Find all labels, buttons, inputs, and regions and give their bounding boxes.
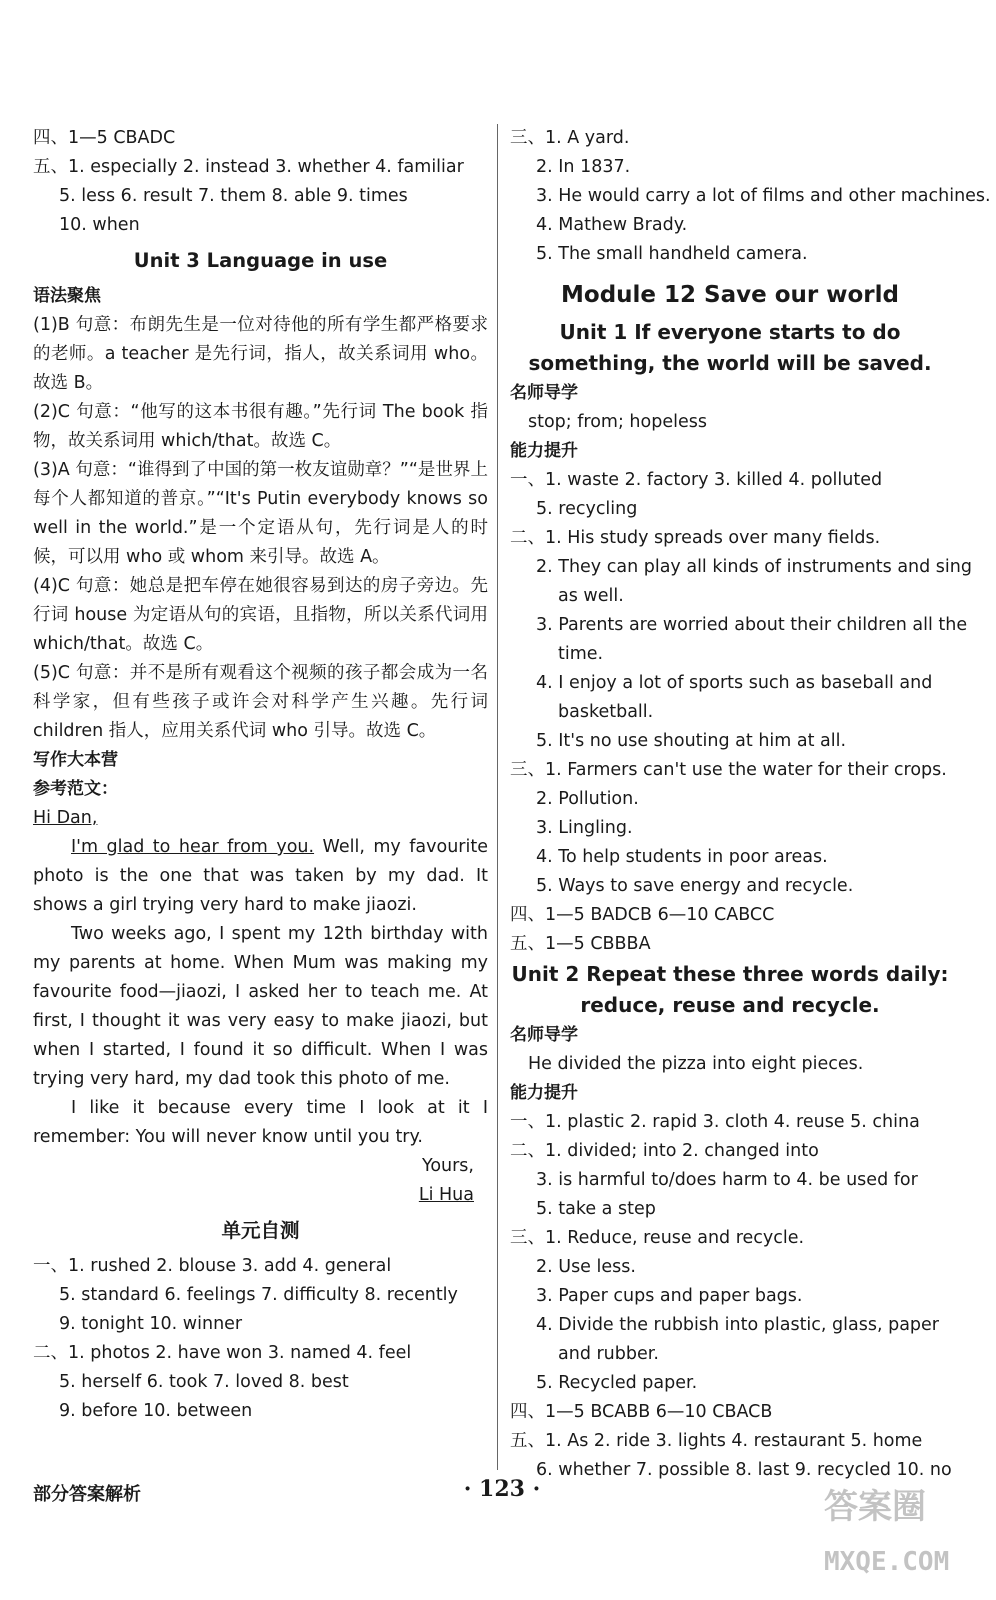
signature-name: Li Hua [418,1185,474,1205]
answer-line: 二、1. photos 2. have won 3. named 4. feel [33,1343,412,1363]
letter-paragraph-2: Two weeks ago, I spent my 12th birthday with my parents at home. When Mum was making my favourite food—jiaozi, I asked her to teach me. At first, I thought it was very easy to make jiaozi, but when I started, I found it so difficult. When I was trying very hard, my dad took this photo of me. [33,924,488,1089]
teacher-guide-heading: 名师导学 [510,383,578,403]
watermark-logo [820,1474,980,1586]
letter-signature [33,1181,488,1210]
answer-line: 9. before 10. between [59,1401,253,1421]
unit1-title-line-2: something, the world will be saved. [528,351,932,375]
grammar-item-5: (5)C 句意：并不是所有观看这个视频的孩子都会成为一名科学家，但有些孩子或许会对科学产生兴趣。先行词 children 指人，应用关系代词 who 引导。故选 C。 [33,663,488,741]
answer-line: 二、1. His study spreads over many fields. [510,528,881,548]
teacher-guide-heading: 名师导学 [510,1025,578,1045]
answer-line: 三、1. Reduce, reuse and recycle. [510,1228,805,1248]
footer-section-label: 部分答案解析 [33,1484,141,1505]
answer-line: 四、1—5 CBADC [33,128,176,148]
answer-line: and rubber. [558,1344,659,1364]
answer-line: 五、1. As 2. ride 3. lights 4. restaurant 5. home [510,1431,923,1451]
answer-line: 三、1. Farmers can't use the water for their crops. [510,760,947,780]
answer-line: 5. The small handheld camera. [536,244,808,264]
ability-heading: 能力提升 [510,1083,578,1103]
answer-line: 一、1. waste 2. factory 3. killed 4. polluted [510,470,883,490]
answer-line: 4. Divide the rubbish into plastic, glass, paper [536,1315,939,1335]
answer-line: time. [558,644,604,664]
unit2-title-line-1: Unit 2 Repeat these three words daily: [511,962,949,986]
grammar-item-4: (4)C 句意：她总是把车停在她很容易到达的房子旁边。先行词 house 为定语从句的宾语，且指物，所以关系代词用 which/that。故选 C。 [33,576,488,654]
answer-line: 一、1. plastic 2. rapid 3. cloth 4. reuse 5. china [510,1112,920,1132]
left-column [33,124,488,1426]
answer-line: 四、1—5 BADCB 6—10 CABCC [510,905,775,925]
answer-line: 2. Pollution. [536,789,639,809]
grammar-item-2: (2)C 句意：“他写的这本书很有趣。”先行词 The book 指物，故关系词用 which/that。故选 C。 [33,402,488,451]
answer-line: 5. Ways to save energy and recycle. [536,876,854,896]
answer-line: 3. Parents are worried about their children all the [536,615,968,635]
answer-line: 5. It's no use shouting at him at all. [536,731,847,751]
answer-line: as well. [558,586,624,606]
answer-line: stop; from; hopeless [528,412,707,432]
answer-line: 一、1. rushed 2. blouse 3. add 4. general [33,1256,392,1276]
module-title: Module 12 Save our world [561,282,899,308]
answer-line: 5. Recycled paper. [536,1373,698,1393]
grammar-item-1: (1)B 句意：布朗先生是一位对待他的所有学生都严格要求的老师。a teacher 是先行词，指人，故关系词用 who。故选 B。 [33,315,488,393]
ability-heading: 能力提升 [510,441,578,461]
answer-line: 10. when [59,215,140,235]
grammar-heading: 语法聚焦 [33,286,101,306]
column-divider [497,124,498,1470]
answer-line: 9. tonight 10. winner [59,1314,243,1334]
letter-closing: Yours, [421,1156,474,1176]
answer-line: 2. Use less. [536,1257,636,1277]
unit1-title-line-1: Unit 1 If everyone starts to do [559,320,901,344]
answer-line: 五、1—5 CBBBA [510,934,651,954]
answer-line: 五、1. especially 2. instead 3. whether 4. familiar [33,157,464,177]
answer-line: 5. herself 6. took 7. loved 8. best [59,1372,349,1392]
page-number: · 123 · [463,1476,541,1502]
answer-line: 四、1—5 BCABB 6—10 CBACB [510,1402,773,1422]
answer-line: 5. take a step [536,1199,656,1219]
answer-line: 2. In 1837. [536,157,631,177]
answer-line: 5. recycling [536,499,638,519]
answer-line: 3. He would carry a lot of films and other machines. [536,186,991,206]
answer-line: 4. I enjoy a lot of sports such as baseball and [536,673,933,693]
answer-line: He divided the pizza into eight pieces. [528,1054,864,1074]
underlined-opening: I'm glad to hear from you. [71,837,315,857]
answer-line: 5. less 6. result 7. them 8. able 9. times [59,186,408,206]
watermark-text-bottom: MXQE.COM [824,1547,950,1577]
writing-heading: 写作大本营 [33,750,118,770]
letter-paragraph-1 [33,833,488,920]
answer-line: 3. Lingling. [536,818,633,838]
unit2-title-line-2: reduce, reuse and recycle. [580,993,880,1017]
answer-line: 4. Mathew Brady. [536,215,688,235]
answer-line: 3. Paper cups and paper bags. [536,1286,803,1306]
answer-line: 4. To help students in poor areas. [536,847,828,867]
letter-greeting: Hi Dan, [33,808,98,828]
answer-line: 三、1. A yard. [510,128,630,148]
answer-line: 6. whether 7. possible 8. last 9. recycled 10. no [536,1460,952,1480]
answer-line: 二、1. divided; into 2. changed into [510,1141,819,1161]
paragraph-text: Well, my favourite photo is the one that was taken by my dad. It shows a girl trying very hard to make jiaozi. [33,837,488,915]
sample-heading: 参考范文： [33,779,118,799]
self-test-heading: 单元自测 [221,1219,300,1242]
right-column [510,124,991,1485]
answer-line: 5. standard 6. feelings 7. difficulty 8. recently [59,1285,458,1305]
unit3-title: Unit 3 Language in use [133,249,388,272]
answer-line: basketball. [558,702,654,722]
letter-paragraph-3: I like it because every time I look at it I remember: You will never know until you try. [33,1098,488,1147]
answer-line: 2. They can play all kinds of instruments and sing [536,557,972,577]
answer-line: 3. is harmful to/does harm to 4. be used for [536,1170,918,1190]
grammar-item-3: (3)A 句意：“谁得到了中国的第一枚友谊勋章？”“是世界上每个人都知道的普京。”“It's Putin everybody knows so well in the world.”是一个定语从句，先行词是人的时候，可以用 who 或 whom 来引导。故选 A。 [33,460,488,567]
watermark-text-top: 答案圈 [824,1487,926,1527]
